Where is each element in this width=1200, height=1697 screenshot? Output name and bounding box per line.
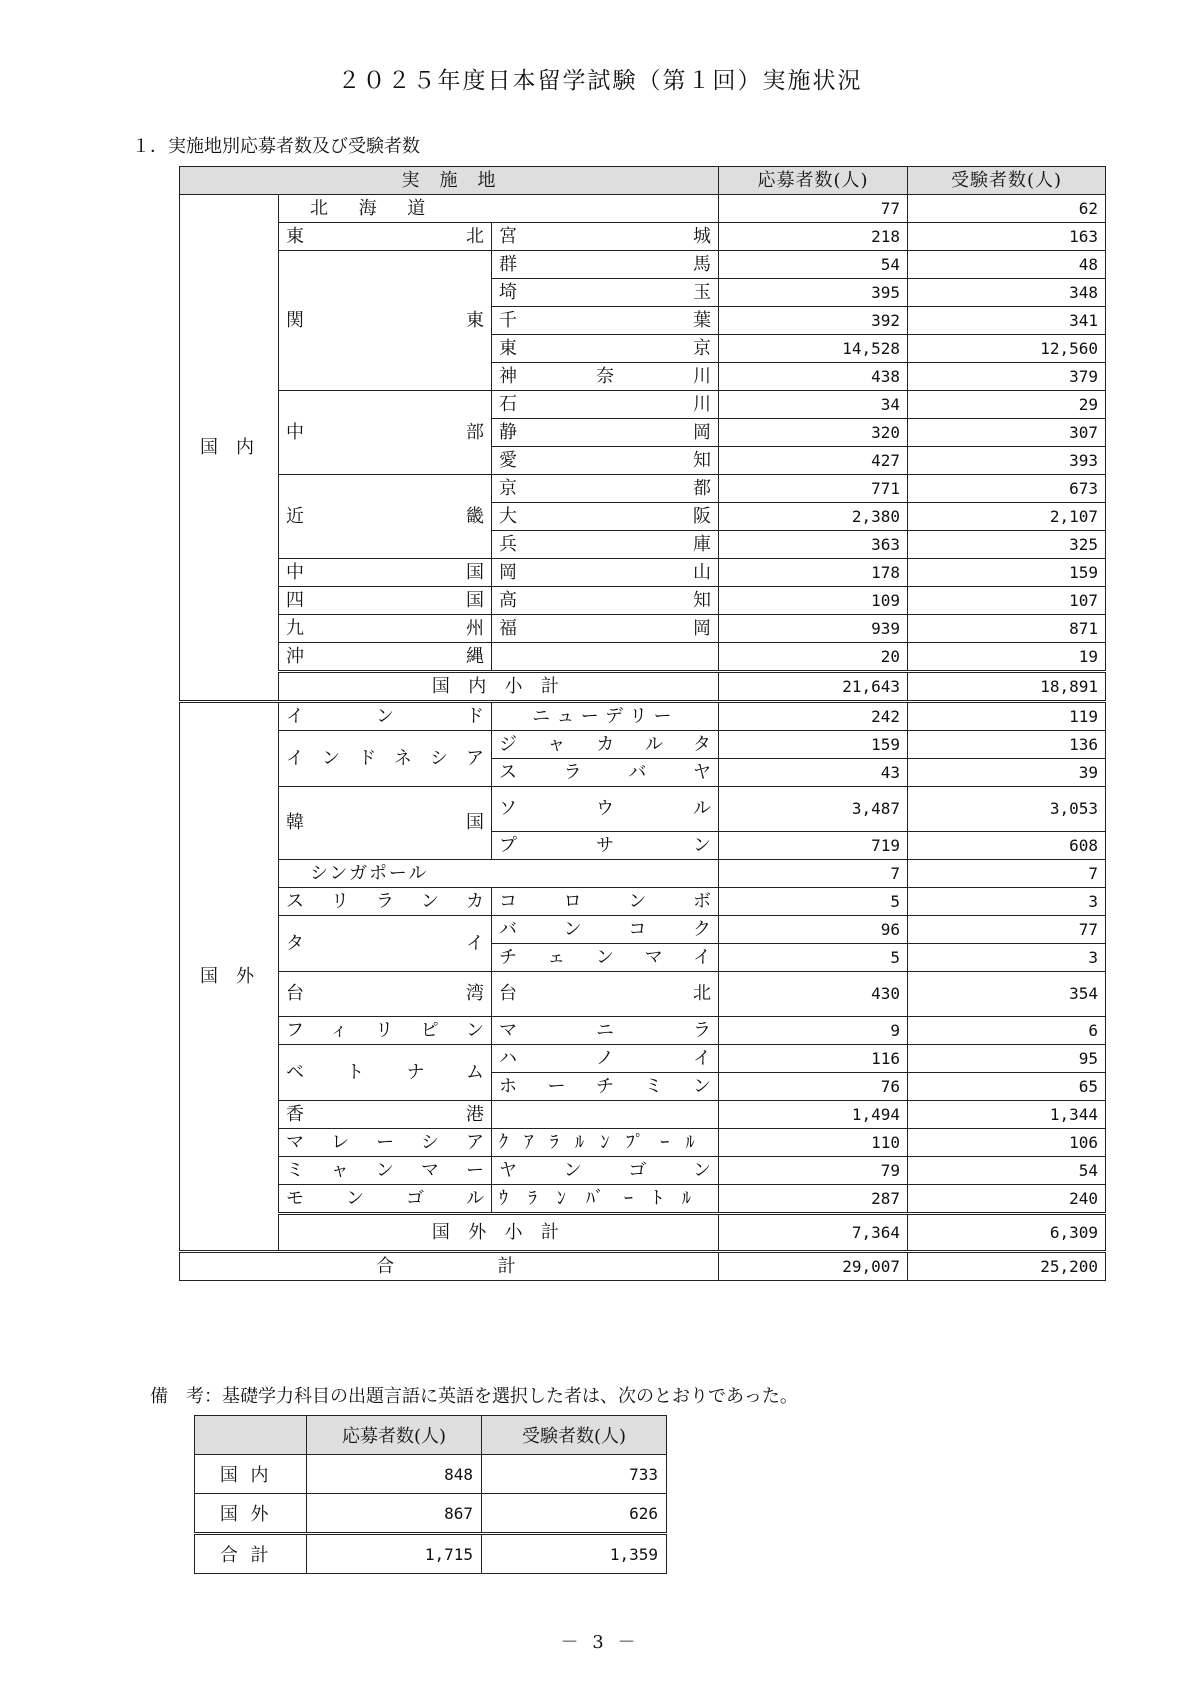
examinees-cell: 54 bbox=[908, 1157, 1106, 1185]
country-cell: モ ン ゴ ル bbox=[279, 1185, 492, 1214]
english-language-table bbox=[194, 1415, 667, 1574]
table-row bbox=[180, 1101, 1106, 1129]
applicants-cell: 7 bbox=[719, 860, 908, 888]
examinees-cell: 119 bbox=[908, 702, 1106, 731]
country-cell: シンガポール bbox=[279, 860, 719, 888]
city-cell: スラバヤ bbox=[492, 759, 719, 787]
row-label: 国外 bbox=[195, 1494, 307, 1534]
subtotal-label: 国 内 小 計 bbox=[279, 672, 719, 702]
table-row bbox=[180, 643, 1106, 672]
city-cell: チェンマイ bbox=[492, 944, 719, 972]
total-row bbox=[180, 1252, 1106, 1281]
city-cell: ハ ノ イ bbox=[492, 1045, 719, 1073]
table-row bbox=[180, 559, 1106, 587]
table-row bbox=[180, 860, 1106, 888]
city-cell: 神 奈 川 bbox=[492, 363, 719, 391]
table-row bbox=[180, 1045, 1106, 1073]
region-cell: 北 海 道 bbox=[279, 195, 719, 223]
section-heading: １．実施地別応募者数及び受験者数 bbox=[132, 136, 420, 157]
examinees-cell: 1,344 bbox=[908, 1101, 1106, 1129]
city-cell: 愛 知 bbox=[492, 447, 719, 475]
city-cell: コロンボ bbox=[492, 888, 719, 916]
applicants-cell: 395 bbox=[719, 279, 908, 307]
table-row bbox=[180, 731, 1106, 759]
applicants-cell: 1,715 bbox=[307, 1534, 482, 1574]
city-cell: 福 岡 bbox=[492, 615, 719, 643]
applicants-cell: 848 bbox=[307, 1455, 482, 1494]
examinees-cell: 29 bbox=[908, 391, 1106, 419]
city-cell: ソ ウ ル bbox=[492, 787, 719, 832]
header-applicants: 応募者数(人) bbox=[719, 167, 908, 195]
total-row bbox=[195, 1534, 667, 1574]
applicants-cell: 77 bbox=[719, 195, 908, 223]
applicants-cell: 116 bbox=[719, 1045, 908, 1073]
header-examinees: 受験者数(人) bbox=[908, 167, 1106, 195]
examinees-cell: 7 bbox=[908, 860, 1106, 888]
country-cell: 香 港 bbox=[279, 1101, 492, 1129]
city-cell: 京 都 bbox=[492, 475, 719, 503]
city-cell: 群 馬 bbox=[492, 251, 719, 279]
city-cell: 石 川 bbox=[492, 391, 719, 419]
applicants-cell: 20 bbox=[719, 643, 908, 672]
table-row bbox=[180, 1129, 1106, 1157]
subtotal-label: 国 外 小 計 bbox=[279, 1214, 719, 1252]
examinees-cell: 6 bbox=[908, 1017, 1106, 1045]
applicants-cell: 939 bbox=[719, 615, 908, 643]
table-row bbox=[195, 1455, 667, 1494]
region-cell: 中 部 bbox=[279, 391, 492, 475]
city-cell: ヤ ン ゴ ン bbox=[492, 1157, 719, 1185]
applicants-cell: 363 bbox=[719, 531, 908, 559]
applicants-cell: 218 bbox=[719, 223, 908, 251]
applicants-cell: 242 bbox=[719, 702, 908, 731]
header-applicants: 応募者数(人) bbox=[307, 1416, 482, 1455]
city-cell bbox=[492, 643, 719, 672]
applicants-cell: 159 bbox=[719, 731, 908, 759]
remarks-note: 備 考：基礎学力科目の出題言語に英語を選択した者は、次のとおりであった。 bbox=[150, 1386, 798, 1407]
header-examinees: 受験者数(人) bbox=[482, 1416, 667, 1455]
examinees-cell: 39 bbox=[908, 759, 1106, 787]
city-cell: ｳﾗﾝﾊﾞｰﾄﾙ bbox=[492, 1185, 719, 1214]
row-label: 合計 bbox=[195, 1534, 307, 1574]
country-cell: スリランカ bbox=[279, 888, 492, 916]
table-row bbox=[180, 615, 1106, 643]
applicants-cell: 719 bbox=[719, 832, 908, 860]
applicants-cell: 76 bbox=[719, 1073, 908, 1101]
applicants-cell: 5 bbox=[719, 888, 908, 916]
applicants-cell: 178 bbox=[719, 559, 908, 587]
city-cell: バンコク bbox=[492, 916, 719, 944]
table-header-row bbox=[195, 1416, 667, 1455]
examinees-cell: 733 bbox=[482, 1455, 667, 1494]
table-row bbox=[180, 916, 1106, 944]
examinees-cell: 77 bbox=[908, 916, 1106, 944]
city-cell: マ ニ ラ bbox=[492, 1017, 719, 1045]
examinees-cell: 3 bbox=[908, 888, 1106, 916]
subtotal-row bbox=[180, 672, 1106, 702]
examinees-cell: 106 bbox=[908, 1129, 1106, 1157]
country-cell: イ ン ド bbox=[279, 702, 492, 731]
examinees-cell: 673 bbox=[908, 475, 1106, 503]
examinees-cell: 18,891 bbox=[908, 672, 1106, 702]
country-cell: タ イ bbox=[279, 916, 492, 972]
table-row bbox=[180, 1185, 1106, 1214]
examinees-cell: 3 bbox=[908, 944, 1106, 972]
table-row bbox=[180, 251, 1106, 279]
applicants-cell: 392 bbox=[719, 307, 908, 335]
applicants-cell: 438 bbox=[719, 363, 908, 391]
examinees-cell: 163 bbox=[908, 223, 1106, 251]
country-cell: インドネシア bbox=[279, 731, 492, 787]
examinees-cell: 95 bbox=[908, 1045, 1106, 1073]
region-cell: 中 国 bbox=[279, 559, 492, 587]
domestic-group-label: 国 内 bbox=[180, 195, 279, 702]
country-cell: ベトナム bbox=[279, 1045, 492, 1101]
applicants-cell: 320 bbox=[719, 419, 908, 447]
examinees-cell: 48 bbox=[908, 251, 1106, 279]
city-cell: 大 阪 bbox=[492, 503, 719, 531]
applicants-cell: 43 bbox=[719, 759, 908, 787]
table-row bbox=[180, 702, 1106, 731]
overseas-group-label: 国 外 bbox=[180, 702, 279, 1252]
table-header-row bbox=[180, 167, 1106, 195]
region-cell: 九 州 bbox=[279, 615, 492, 643]
table-row bbox=[195, 1494, 667, 1534]
examinees-cell: 3,053 bbox=[908, 787, 1106, 832]
table-row bbox=[180, 391, 1106, 419]
document-title: ２０２５年度日本留学試験（第１回）実施状況 bbox=[337, 68, 863, 94]
examinees-cell: 6,309 bbox=[908, 1214, 1106, 1252]
city-cell: 兵 庫 bbox=[492, 531, 719, 559]
applicants-cell: 427 bbox=[719, 447, 908, 475]
city-cell: 東 京 bbox=[492, 335, 719, 363]
applicants-cell: 109 bbox=[719, 587, 908, 615]
city-cell: ｸｱﾗﾙﾝﾌﾟｰﾙ bbox=[492, 1129, 719, 1157]
city-cell: 静 岡 bbox=[492, 419, 719, 447]
table-row bbox=[180, 223, 1106, 251]
header-location: 実 施 地 bbox=[180, 167, 719, 195]
exam-results-table bbox=[179, 166, 1106, 1281]
applicants-cell: 21,643 bbox=[719, 672, 908, 702]
examinees-cell: 2,107 bbox=[908, 503, 1106, 531]
applicants-cell: 867 bbox=[307, 1494, 482, 1534]
country-cell: マレーシア bbox=[279, 1129, 492, 1157]
examinees-cell: 159 bbox=[908, 559, 1106, 587]
applicants-cell: 7,364 bbox=[719, 1214, 908, 1252]
region-cell: 沖 縄 bbox=[279, 643, 492, 672]
applicants-cell: 9 bbox=[719, 1017, 908, 1045]
city-cell: 高 知 bbox=[492, 587, 719, 615]
applicants-cell: 29,007 bbox=[719, 1252, 908, 1281]
header-blank bbox=[195, 1416, 307, 1455]
country-cell: フィリピン bbox=[279, 1017, 492, 1045]
city-cell: 台 北 bbox=[492, 972, 719, 1017]
table-row bbox=[180, 587, 1106, 615]
table-row bbox=[180, 972, 1106, 1017]
row-label: 国内 bbox=[195, 1455, 307, 1494]
examinees-cell: 393 bbox=[908, 447, 1106, 475]
examinees-cell: 325 bbox=[908, 531, 1106, 559]
total-label: 合 計 bbox=[180, 1252, 719, 1281]
applicants-cell: 14,528 bbox=[719, 335, 908, 363]
city-cell: ホーチミン bbox=[492, 1073, 719, 1101]
applicants-cell: 110 bbox=[719, 1129, 908, 1157]
applicants-cell: 54 bbox=[719, 251, 908, 279]
examinees-cell: 341 bbox=[908, 307, 1106, 335]
applicants-cell: 3,487 bbox=[719, 787, 908, 832]
page-number: － 3 － bbox=[560, 1632, 640, 1653]
examinees-cell: 107 bbox=[908, 587, 1106, 615]
applicants-cell: 1,494 bbox=[719, 1101, 908, 1129]
applicants-cell: 430 bbox=[719, 972, 908, 1017]
examinees-cell: 65 bbox=[908, 1073, 1106, 1101]
examinees-cell: 19 bbox=[908, 643, 1106, 672]
region-cell: 関 東 bbox=[279, 251, 492, 391]
examinees-cell: 25,200 bbox=[908, 1252, 1106, 1281]
examinees-cell: 348 bbox=[908, 279, 1106, 307]
applicants-cell: 79 bbox=[719, 1157, 908, 1185]
city-cell: ジャカルタ bbox=[492, 731, 719, 759]
city-cell: プ サ ン bbox=[492, 832, 719, 860]
examinees-cell: 354 bbox=[908, 972, 1106, 1017]
region-cell: 東 北 bbox=[279, 223, 492, 251]
applicants-cell: 771 bbox=[719, 475, 908, 503]
table-row bbox=[180, 1017, 1106, 1045]
examinees-cell: 608 bbox=[908, 832, 1106, 860]
table-row bbox=[180, 475, 1106, 503]
city-cell: 岡 山 bbox=[492, 559, 719, 587]
subtotal-row bbox=[180, 1214, 1106, 1252]
country-cell: 台 湾 bbox=[279, 972, 492, 1017]
table-row bbox=[180, 1157, 1106, 1185]
city-cell bbox=[492, 1101, 719, 1129]
examinees-cell: 871 bbox=[908, 615, 1106, 643]
table-row bbox=[180, 787, 1106, 832]
city-cell: ニューデリー bbox=[492, 702, 719, 731]
examinees-cell: 12,560 bbox=[908, 335, 1106, 363]
applicants-cell: 34 bbox=[719, 391, 908, 419]
examinees-cell: 379 bbox=[908, 363, 1106, 391]
applicants-cell: 96 bbox=[719, 916, 908, 944]
region-cell: 四 国 bbox=[279, 587, 492, 615]
examinees-cell: 1,359 bbox=[482, 1534, 667, 1574]
city-cell: 千 葉 bbox=[492, 307, 719, 335]
applicants-cell: 2,380 bbox=[719, 503, 908, 531]
examinees-cell: 626 bbox=[482, 1494, 667, 1534]
applicants-cell: 5 bbox=[719, 944, 908, 972]
region-cell: 近 畿 bbox=[279, 475, 492, 559]
examinees-cell: 307 bbox=[908, 419, 1106, 447]
table-row bbox=[180, 195, 1106, 223]
examinees-cell: 240 bbox=[908, 1185, 1106, 1214]
country-cell: 韓 国 bbox=[279, 787, 492, 860]
examinees-cell: 136 bbox=[908, 731, 1106, 759]
examinees-cell: 62 bbox=[908, 195, 1106, 223]
applicants-cell: 287 bbox=[719, 1185, 908, 1214]
city-cell: 宮 城 bbox=[492, 223, 719, 251]
country-cell: ミャンマー bbox=[279, 1157, 492, 1185]
table-row bbox=[180, 888, 1106, 916]
city-cell: 埼 玉 bbox=[492, 279, 719, 307]
